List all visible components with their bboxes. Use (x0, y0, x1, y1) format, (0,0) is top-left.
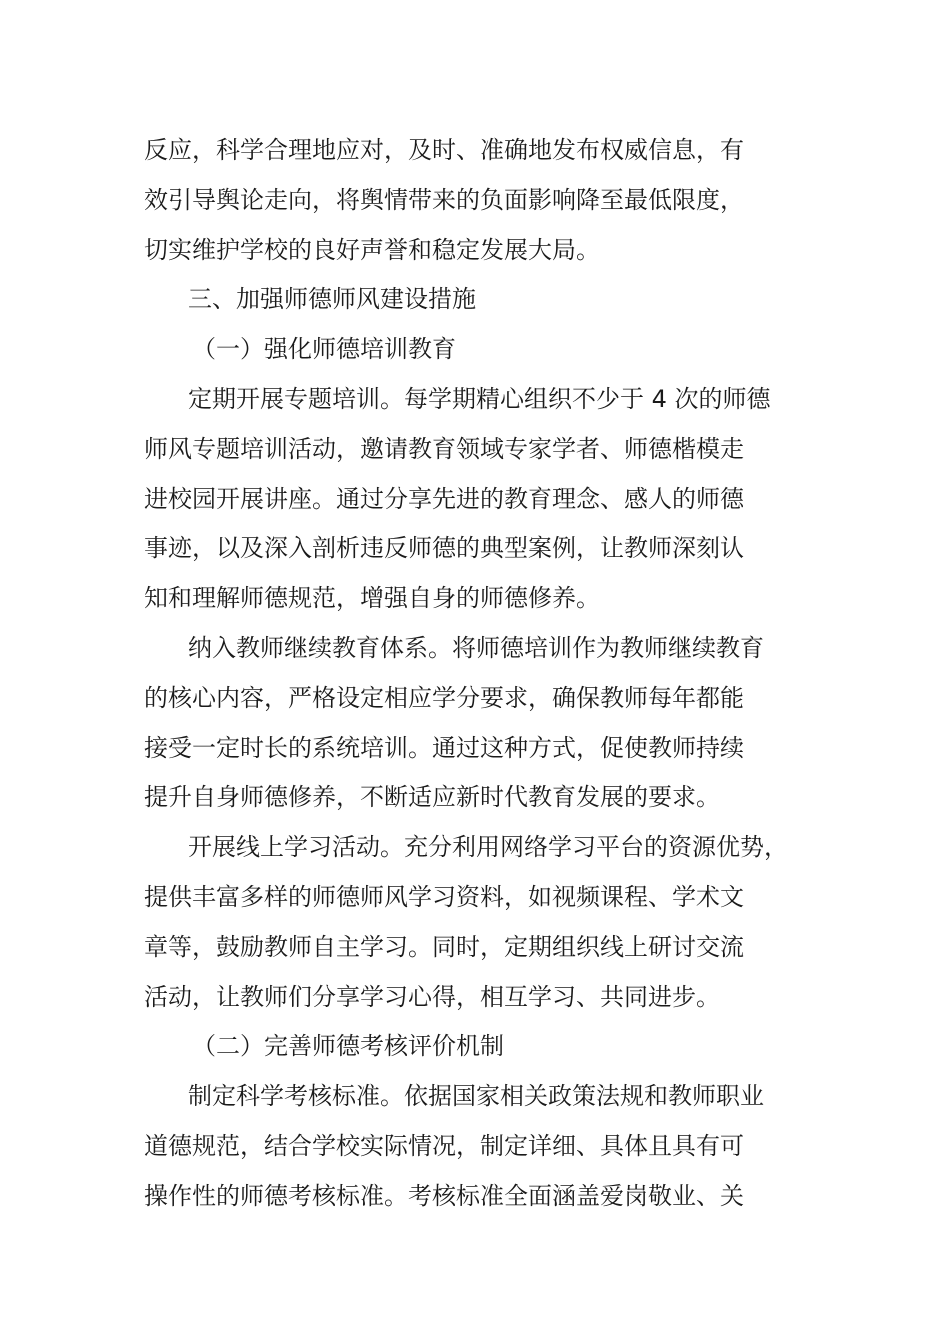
text-line: 的核心内容，严格设定相应学分要求，确保教师每年都能 (144, 683, 744, 712)
paragraph-start: 开展线上学习活动。充分利用网络学习平台的资源优势， (188, 833, 788, 862)
text-line: 反应，科学合理地应对，及时、准确地发布权威信息，有 (144, 136, 744, 164)
text-line: 提升自身师德修养，不断适应新时代教育发展的要求。 (144, 783, 720, 812)
text-line: 进校园开展讲座。通过分享先进的教育理念、感人的师德 (144, 484, 744, 513)
text-line: 师风专题培训活动，邀请教育领域专家学者、师德楷模走 (144, 434, 744, 463)
text-line: 切实维护学校的良好声誉和稳定发展大局。 (144, 235, 600, 264)
text-line: 活动，让教师们分享学习心得，相互学习、共同进步。 (144, 982, 720, 1011)
document-body (144, 126, 824, 1222)
paragraph-start: 定期开展专题培训。每学期精心组织不少于 4 次的师德 (188, 384, 771, 413)
text-line: 效引导舆论走向，将舆情带来的负面影响降至最低限度， (144, 185, 744, 214)
text-line: 接受一定时长的系统培训。通过这种方式，促使教师持续 (144, 733, 744, 762)
text-line: 道德规范，结合学校实际情况，制定详细、具体且具有可 (144, 1131, 744, 1160)
text-line: 章等，鼓励教师自主学习。同时，定期组织线上研讨交流 (144, 932, 744, 961)
paragraph-start: 制定科学考核标准。依据国家相关政策法规和教师职业 (188, 1082, 764, 1111)
text-line: 提供丰富多样的师德师风学习资料，如视频课程、学术文 (144, 882, 744, 911)
text-line: 操作性的师德考核标准。考核标准全面涵盖爱岗敬业、关 (144, 1181, 744, 1210)
text-line: 知和理解师德规范，增强自身的师德修养。 (144, 584, 600, 613)
text-line: 事迹，以及深入剖析违反师德的典型案例，让教师深刻认 (144, 534, 744, 563)
section-heading: 三、加强师德师风建设措施 (188, 285, 476, 314)
subsection-heading: （一）强化师德培训教育 (192, 335, 456, 364)
paragraph-start: 纳入教师继续教育体系。将师德培训作为教师继续教育 (188, 633, 764, 662)
subsection-heading: （二）完善师德考核评价机制 (192, 1032, 504, 1061)
